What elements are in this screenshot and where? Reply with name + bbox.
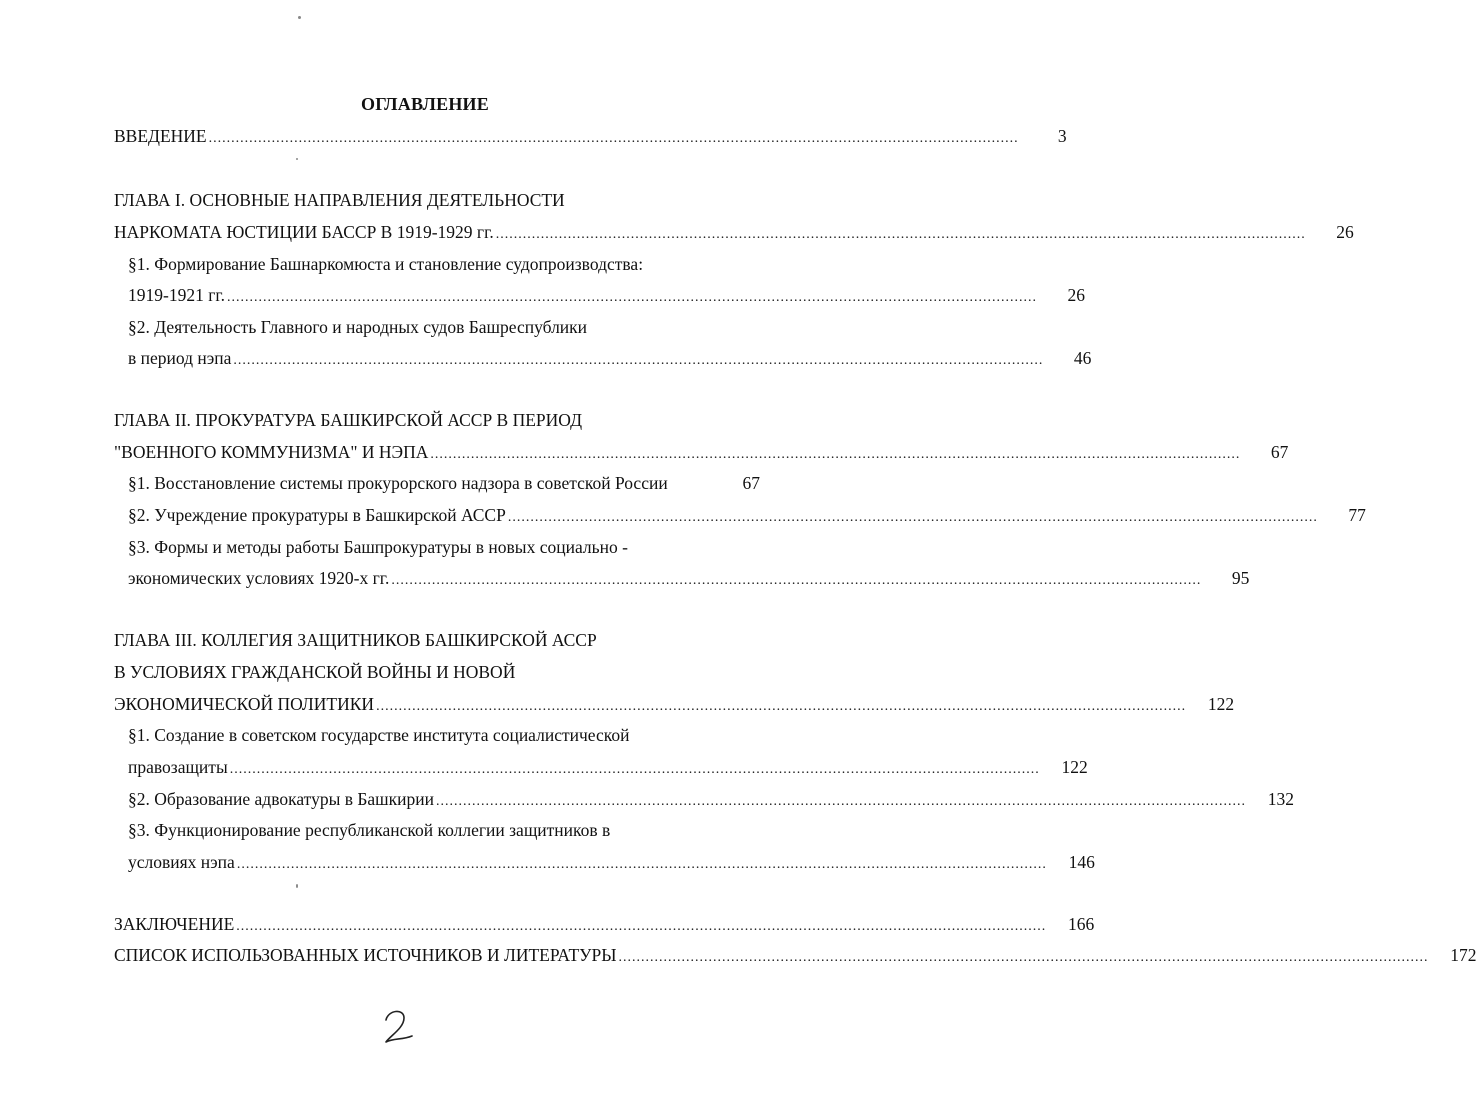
toc-entry-section-3-3: [128, 850, 1095, 874]
toc-entry-chapter-1: [114, 220, 1354, 244]
toc-page-number: 67: [742, 473, 760, 493]
toc-page-number: 172: [1450, 945, 1477, 965]
toc-entry-text: §1. Восстановление системы прокурорского надзора в советской России: [128, 473, 668, 493]
toc-entry-text: в период нэпа: [128, 348, 232, 368]
scan-speck: [296, 158, 298, 160]
toc-page-number: 122: [1207, 694, 1235, 714]
toc-page-number: 122: [1061, 757, 1088, 777]
toc-entry-text: ЭКОНОМИЧЕСКОЙ ПОЛИТИКИ: [114, 694, 375, 714]
toc-entry-section-3-1: [128, 755, 1088, 779]
chapter-3-heading-line-1: ГЛАВА III. КОЛЛЕГИЯ ЗАЩИТНИКОВ БАШКИРСКОЙ АССР: [114, 630, 597, 650]
toc-entry-text: правозащиты: [128, 757, 228, 777]
toc-page-number: 26: [1336, 222, 1354, 242]
toc-entry-text: НАРКОМАТА ЮСТИЦИИ БАССР В 1919-1929 гг.: [114, 222, 494, 242]
toc-page-number: 77: [1348, 505, 1366, 525]
toc-entry-section-1-2: [128, 346, 1092, 370]
scan-speck: [298, 16, 301, 19]
toc-page-number: 46: [1073, 348, 1092, 368]
dot-leader: ....................................................................................................................................................................................: [430, 447, 1241, 462]
section-2-3-heading: §3. Формы и методы работы Башпрокуратуры в новых социально -: [128, 537, 628, 557]
toc-entry-chapter-2: [114, 440, 1289, 464]
scan-speck: [296, 884, 298, 888]
toc-entry-text: ЗАКЛЮЧЕНИЕ: [114, 914, 235, 934]
dot-leader: ....................................................................................................................................................................................: [236, 919, 1047, 934]
section-1-2-heading: §2. Деятельность Главного и народных судов Башреспублики: [128, 317, 588, 337]
toc-entry-text: СПИСОК ИСПОЛЬЗОВАННЫХ ИСТОЧНИКОВ И ЛИТЕРАТУРЫ: [114, 945, 617, 965]
section-1-1-heading: §1. Формирование Башнаркомюста и становление судопроизводства:: [128, 254, 644, 274]
toc-page-number: 67: [1270, 442, 1289, 462]
dot-leader: ....................................................................................................................................................................................: [226, 290, 1037, 305]
toc-entry-section-1-1: [128, 283, 1085, 307]
toc-entry-section-2-3: [128, 566, 1250, 590]
toc-entry-conclusion: [114, 912, 1095, 936]
toc-entry-text: 1919-1921 гг.: [128, 285, 225, 305]
dot-leader: ....................................................................................................................................................................................: [618, 950, 1429, 965]
toc-entry-text: §2. Учреждение прокуратуры в Башкирской АССР: [128, 505, 506, 525]
toc-page-number: 132: [1267, 789, 1294, 809]
dot-leader: ....................................................................................................................................................................................: [376, 699, 1187, 714]
toc-page-number: 26: [1067, 285, 1085, 305]
chapter-3-heading-line-2: В УСЛОВИЯХ ГРАЖДАНСКОЙ ВОЙНЫ И НОВОЙ: [114, 662, 516, 682]
toc-entry-introduction: [114, 124, 1067, 148]
toc-page-number: 95: [1231, 568, 1250, 588]
dot-leader: ....................................................................................................................................................................................: [229, 762, 1040, 777]
toc-entry-text: ВВЕДЕНИЕ: [114, 126, 207, 146]
toc-title: ОГЛАВЛЕНИЕ: [361, 94, 489, 114]
dot-leader: ....................................................................................................................................................................................: [233, 353, 1044, 368]
toc-entry-text: §2. Образование адвокатуры в Башкирии: [128, 789, 434, 809]
section-3-3-heading: §3. Функционирование республиканской коллегии защитников в: [128, 820, 611, 840]
toc-entry-section-2-1: [128, 471, 760, 495]
toc-entry-text: экономических условиях 1920-х гг.: [128, 568, 390, 588]
chapter-1-heading: ГЛАВА I. ОСНОВНЫЕ НАПРАВЛЕНИЯ ДЕЯТЕЛЬНОСТИ: [114, 190, 565, 210]
toc-entry-text: "ВОЕННОГО КОММУНИЗМА" И НЭПА: [114, 442, 429, 462]
dot-leader: ....................................................................................................................................................................................: [208, 131, 1019, 146]
toc-entry-text: условиях нэпа: [128, 852, 235, 872]
dot-leader: ....................................................................................................................................................................................: [507, 510, 1318, 525]
toc-entry-section-3-2: [128, 787, 1294, 811]
toc-page-number: 166: [1068, 914, 1095, 934]
toc-entry-sources: [114, 943, 1477, 967]
dot-leader: ....................................................................................................................................................................................: [391, 573, 1202, 588]
toc-entry-section-2-2: [128, 503, 1366, 527]
toc-page-number: 3: [1057, 126, 1067, 146]
toc-entry-chapter-3: [114, 692, 1235, 716]
dot-leader: ....................................................................................................................................................................................: [436, 794, 1246, 809]
chapter-2-heading: ГЛАВА II. ПРОКУРАТУРА БАШКИРСКОЙ АССР В ПЕРИОД: [114, 410, 583, 430]
dot-leader: ....................................................................................................................................................................................: [236, 857, 1047, 872]
section-3-1-heading: §1. Создание в советском государстве института социалистической: [128, 725, 630, 745]
toc-page-number: 146: [1068, 852, 1095, 872]
handwritten-page-number: [378, 1006, 422, 1050]
dot-leader: ....................................................................................................................................................................................: [495, 227, 1306, 242]
